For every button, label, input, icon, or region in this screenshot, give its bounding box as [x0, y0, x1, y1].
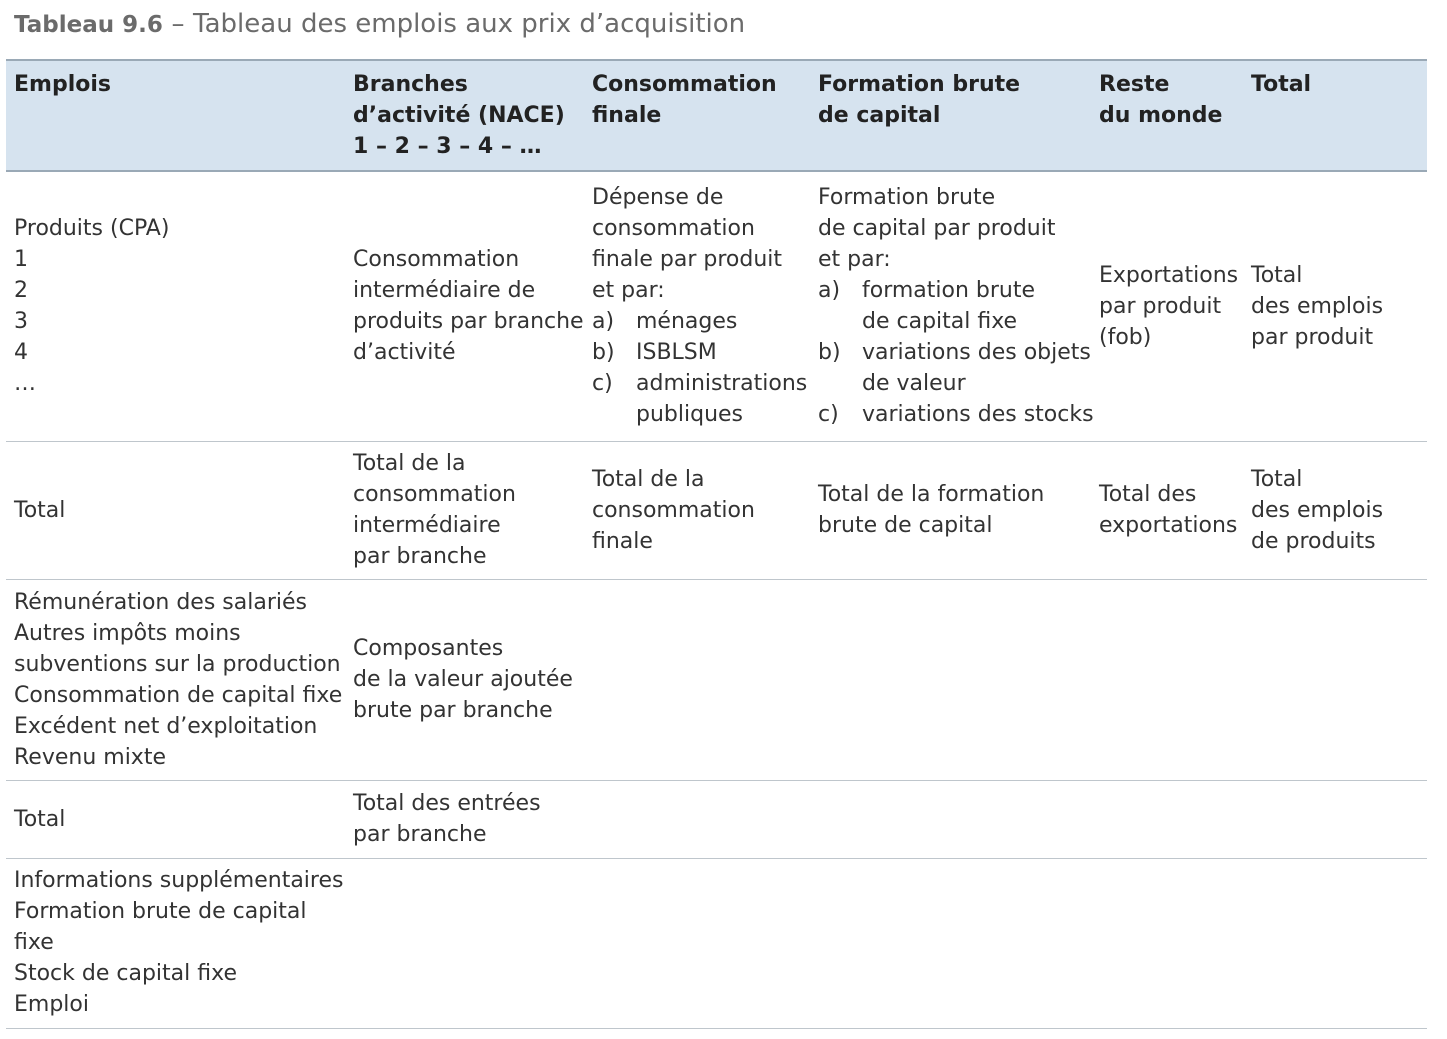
text-line: des emplois [1251, 293, 1384, 319]
list-marker: a) [592, 309, 615, 335]
gross-capital-items [818, 275, 1094, 430]
list-marker: a) [818, 278, 841, 304]
text-line: 1 – 2 – 3 – 4 – … [353, 134, 542, 159]
list-item [592, 368, 808, 430]
list-item-text: ISBLSM [636, 340, 717, 366]
text-line: Total [1251, 466, 1303, 492]
text-line: de la valeur ajoutée [353, 667, 573, 692]
text-line: Consommation de capital fixe [14, 682, 343, 708]
caption-label: Tableau 9.6 [14, 12, 163, 38]
text-line: Formation brute de capital [14, 898, 307, 924]
text-line: 2 [14, 278, 28, 304]
text-line: d’activité [353, 340, 456, 366]
cell-total2-branches [345, 780, 584, 858]
text-line: par branche [353, 544, 487, 569]
text-line: par branche [353, 822, 487, 847]
table-row-supplementary [6, 858, 1427, 1028]
header-emplois [6, 60, 345, 171]
cell-empty [584, 780, 810, 858]
list-item-line [592, 306, 802, 337]
caption-separator: – [171, 9, 185, 39]
list-item-line [818, 399, 1094, 430]
list-marker: c) [592, 371, 613, 397]
text-line: 1 [14, 247, 28, 273]
list-item-text: variations des stocks [862, 402, 1094, 428]
list-item-text: publiques [636, 402, 744, 428]
text-line: Formation brute [818, 72, 1021, 97]
text-line: finale [592, 528, 653, 554]
cell-value-added-label [6, 579, 345, 780]
text-line: Branches [353, 72, 468, 97]
list-item-line [592, 399, 802, 430]
cell-products-total [1243, 171, 1427, 441]
text-line: brute par branche [353, 698, 553, 723]
text-line: et par: [592, 278, 665, 304]
text-line: Dépense de [592, 185, 724, 211]
text-line: exportations [1099, 513, 1238, 538]
header-row [6, 60, 1427, 171]
header-formation-brute-capital [810, 60, 1091, 171]
caption-title: Tableau des emplois aux prix d’acquisition [193, 9, 746, 39]
cell-empty [345, 858, 584, 1028]
text-line: de produits [1251, 528, 1376, 554]
text-line: … [14, 371, 36, 397]
text-line: par produit [1251, 324, 1374, 350]
list-item-text: ménages [636, 309, 738, 335]
list-item [818, 399, 1094, 430]
table-row-total-inputs [6, 780, 1427, 858]
text-line: des emplois [1251, 497, 1384, 523]
cell-products-final-consumption [584, 171, 810, 441]
text-line: Total [1251, 262, 1303, 288]
cell-supplementary-label [6, 858, 345, 1028]
list-item-text: de valeur [862, 371, 966, 397]
text-line: Composantes [353, 636, 504, 661]
cell-empty [810, 780, 1091, 858]
cell-value-added-branches [345, 579, 584, 780]
text-line: Emploi [14, 991, 89, 1017]
text-line: Consommation [592, 72, 777, 97]
text-line: consommation [353, 482, 516, 507]
text-line: Produits (CPA) [14, 216, 170, 242]
cell-empty [810, 858, 1091, 1028]
list-item-text: de capital fixe [862, 309, 1018, 335]
text-line: produits par branche [353, 309, 584, 335]
text-line: subventions sur la production [14, 651, 341, 677]
cell-empty [1091, 579, 1243, 780]
header-reste-du-monde [1091, 60, 1243, 171]
text-line: Total de la [592, 466, 705, 492]
text-line: Formation brute [818, 185, 996, 211]
cell-total1-final-consumption [584, 441, 810, 579]
cell-products-label [6, 171, 345, 441]
text-line: d’activité (NACE) [353, 103, 565, 128]
text-line: 4 [14, 340, 28, 366]
text-line: Emplois [14, 72, 111, 97]
table-row-products [6, 171, 1427, 441]
text-line: de capital [818, 103, 941, 128]
cell-empty [1243, 579, 1427, 780]
uses-table [6, 59, 1427, 1029]
table-row-value-added [6, 579, 1427, 780]
list-item [592, 306, 802, 337]
list-marker: b) [818, 340, 841, 366]
text-line: intermédiaire de [353, 278, 536, 304]
text-line: finale [592, 103, 662, 128]
header-total [1243, 60, 1427, 171]
list-item-line [818, 337, 1091, 368]
text-line: Exportations [1099, 262, 1239, 288]
cell-empty [810, 579, 1091, 780]
text-line: Total des [1099, 482, 1197, 507]
text-line: Total de la [353, 451, 466, 476]
cell-empty [1243, 858, 1427, 1028]
cell-empty [584, 858, 810, 1028]
text-line: Total des entrées [353, 791, 541, 816]
table-row-total-products [6, 441, 1427, 579]
list-item-line [818, 368, 1083, 399]
final-consumption-items [592, 306, 808, 430]
text-line: Informations supplémentaires [14, 867, 344, 893]
list-item [592, 337, 802, 368]
cell-total1-branches [345, 441, 584, 579]
table-caption [14, 6, 745, 43]
text-line: Total [1251, 72, 1312, 97]
header-branches [345, 60, 584, 171]
cell-total1-gross-capital [810, 441, 1091, 579]
text-line: Consommation [353, 247, 520, 273]
text-line: fixe [14, 929, 54, 955]
text-line: consommation [592, 497, 755, 523]
text-line: et par: [818, 247, 891, 273]
text-line: intermédiaire [353, 513, 501, 538]
list-marker: c) [818, 402, 839, 428]
text-line: Rémunération des salariés [14, 589, 307, 615]
list-marker: b) [592, 340, 615, 366]
text-line: 3 [14, 309, 28, 335]
cell-products-rest-of-world [1091, 171, 1243, 441]
cell-empty [584, 579, 810, 780]
text-line: de capital par produit [818, 216, 1056, 242]
list-item-line [818, 275, 1083, 306]
text-line: Total de la formation [818, 482, 1045, 507]
cell-total1-label: Total [6, 441, 345, 579]
cell-total1-rest-of-world [1091, 441, 1243, 579]
text-line: Reste [1099, 72, 1170, 97]
cell-empty [1091, 780, 1243, 858]
cell-empty [1091, 858, 1243, 1028]
cell-empty [1243, 780, 1427, 858]
list-item-line [592, 337, 802, 368]
list-item [818, 337, 1091, 399]
cell-products-gross-capital [810, 171, 1094, 441]
list-item-text: administrations [636, 371, 808, 397]
text-line: Excédent net d’exploitation [14, 713, 318, 739]
header-consommation-finale [584, 60, 810, 171]
list-item-line [818, 306, 1083, 337]
text-line: (fob) [1099, 324, 1152, 350]
list-item-text: variations des objets [862, 340, 1091, 366]
cell-products-branches [345, 171, 584, 441]
list-item-line [592, 368, 808, 399]
text-line: Autres impôts moins [14, 620, 241, 646]
cell-total2-label: Total [6, 780, 345, 858]
text-line: Revenu mixte [14, 744, 166, 770]
text-line: finale par produit [592, 247, 783, 273]
list-item-text: formation brute [862, 278, 1036, 304]
final-consumption-intro [592, 182, 802, 306]
text-line: par produit [1099, 293, 1222, 319]
cell-total1-total [1243, 441, 1427, 579]
text-line: du monde [1099, 103, 1223, 128]
text-line: Stock de capital fixe [14, 960, 237, 986]
list-item [818, 275, 1083, 337]
gross-capital-intro [818, 182, 1083, 275]
text-line: consommation [592, 216, 755, 242]
text-line: brute de capital [818, 513, 993, 538]
